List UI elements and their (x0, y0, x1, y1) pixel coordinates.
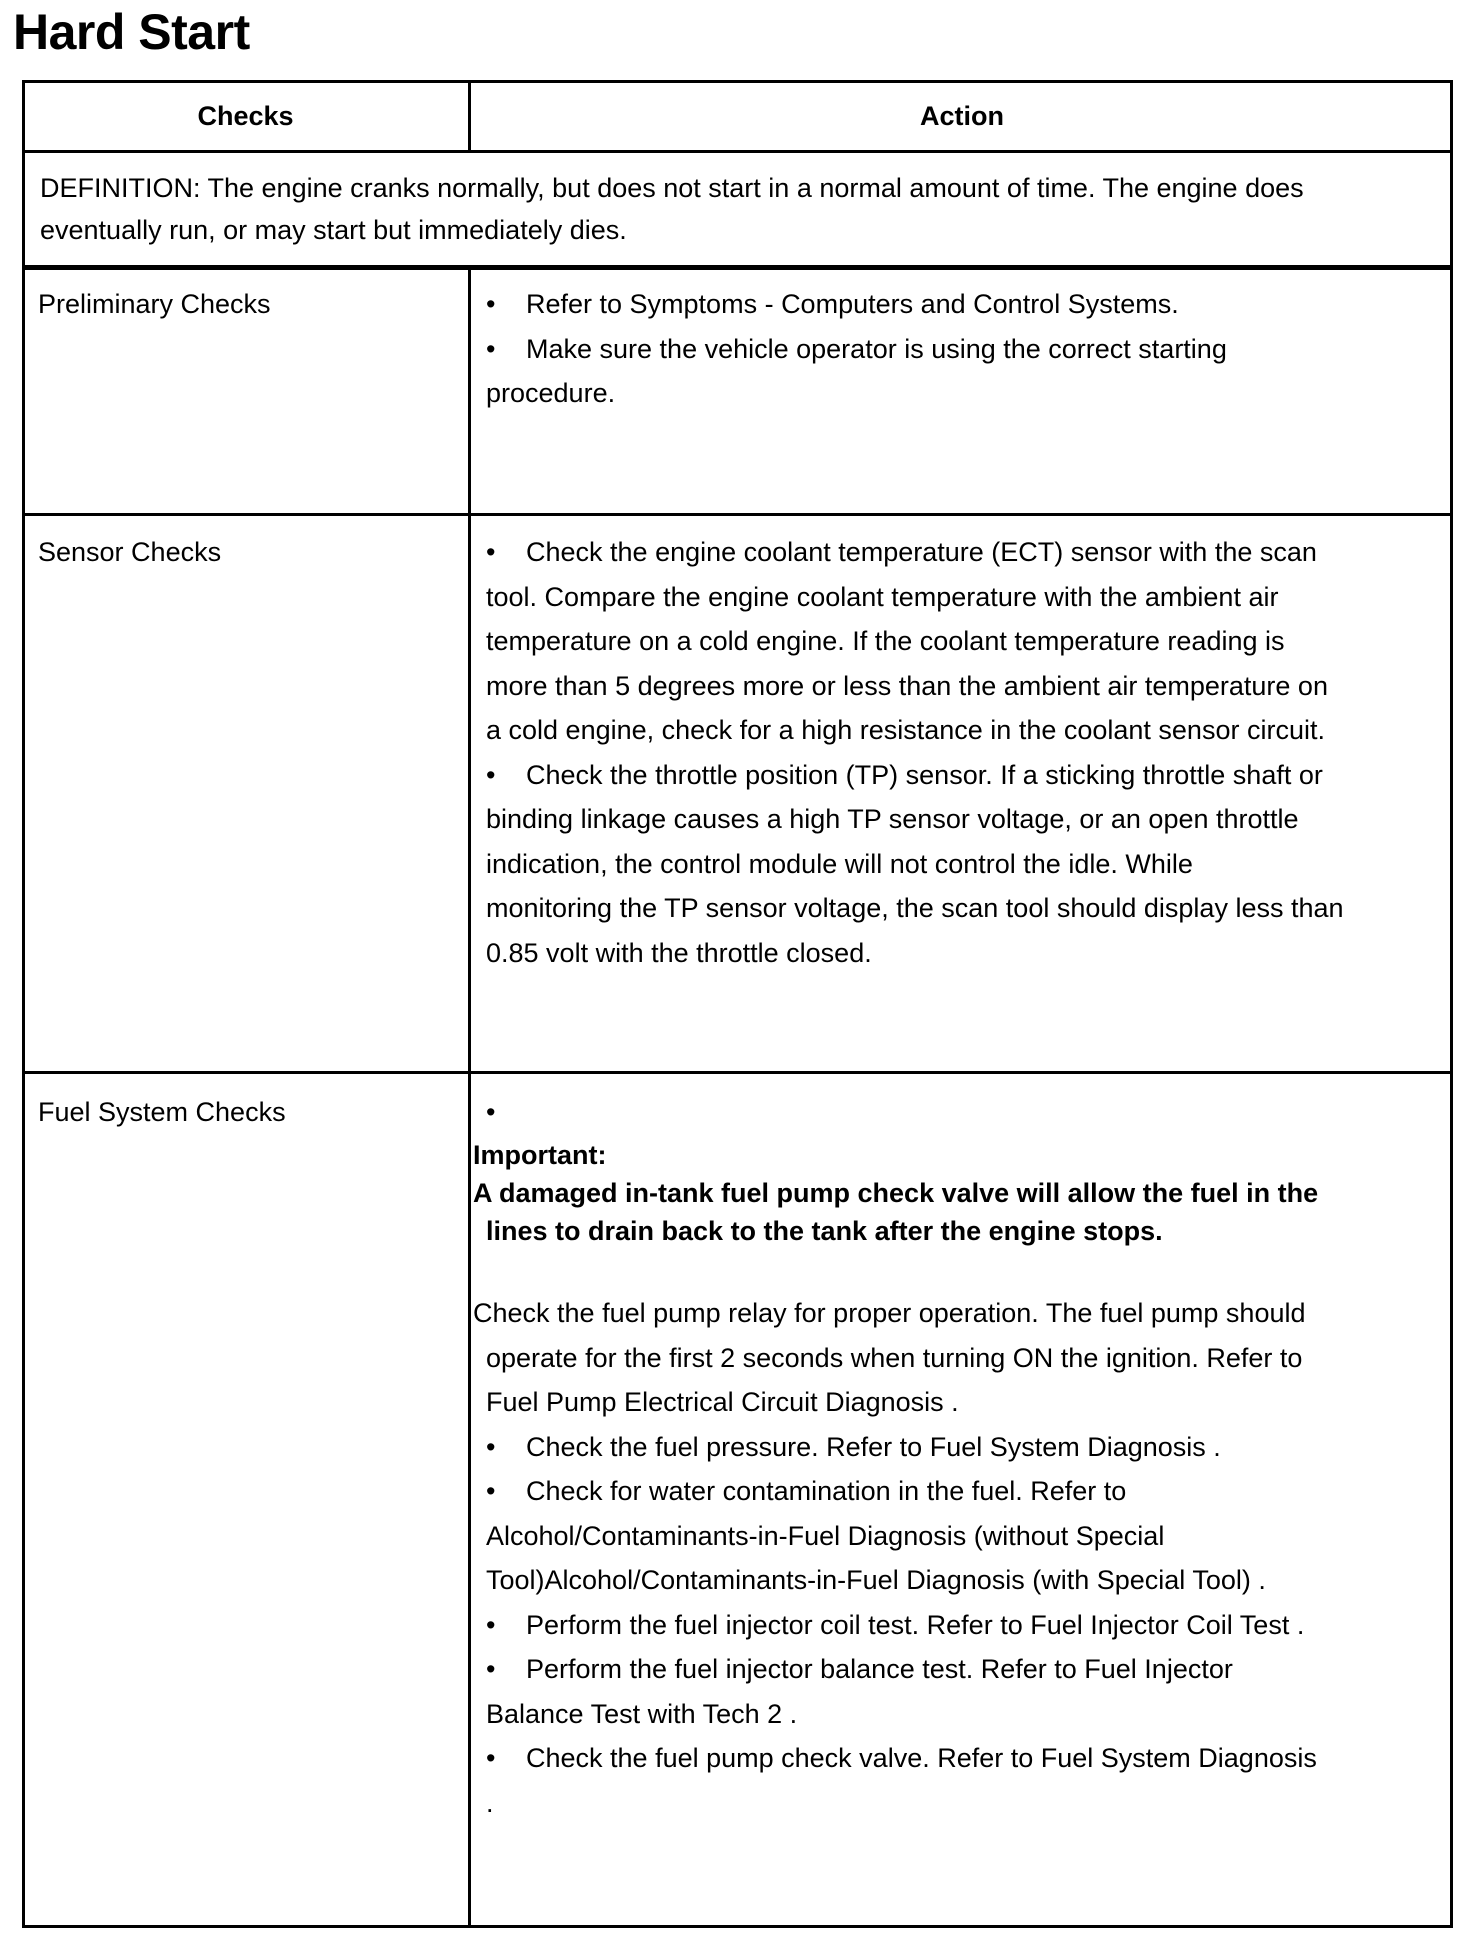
list-item (473, 1603, 1317, 1648)
bullet-icon: • (486, 1097, 496, 1127)
bullet-icon: • (486, 289, 496, 319)
action-line: Check the fuel pump relay for proper operation. The fuel pump should (473, 1298, 1306, 1328)
action-line: Perform the fuel injector coil test. Refer to Fuel Injector Coil Test . (526, 1609, 1305, 1640)
list-item (473, 1469, 1317, 1514)
action-fuel-system (473, 1291, 1317, 1825)
list-item (473, 1425, 1317, 1470)
important-text: A damaged in-tank fuel pump check valve will allow the fuel in the (473, 1178, 1319, 1208)
definition-text (40, 167, 1304, 251)
action-sensor (486, 530, 1344, 975)
action-line: Fuel Pump Electrical Circuit Diagnosis . (486, 1387, 959, 1417)
action-line: Check for water contamination in the fuel. Refer to (526, 1476, 1127, 1506)
page-title: Hard Start (13, 4, 250, 60)
action-line: Alcohol/Contaminants-in-Fuel Diagnosis (without Special (486, 1520, 1165, 1551)
check-label-sensor: Sensor Checks (38, 537, 222, 567)
bullet-icon: • (486, 333, 496, 364)
list-item (473, 1736, 1317, 1781)
action-line: operate for the first 2 seconds when turning ON the ignition. Refer to (486, 1342, 1303, 1373)
action-line: Check the throttle position (TP) sensor. If a sticking throttle shaft or (526, 759, 1323, 790)
bullet-icon: • (486, 1609, 496, 1640)
action-line: Check the fuel pressure. Refer to Fuel System Diagnosis . (526, 1431, 1221, 1462)
action-line: a cold engine, check for a high resistance in the coolant sensor circuit. (486, 715, 1325, 745)
action-line: Check the engine coolant temperature (ECT) sensor with the scan (526, 537, 1317, 567)
definition-divider (22, 265, 1453, 270)
action-line: Make sure the vehicle operator is using the correct starting (526, 333, 1227, 364)
bullet-icon: • (486, 1431, 496, 1462)
bullet-icon: • (486, 1654, 496, 1684)
column-header-checks: Checks (197, 100, 294, 131)
action-line: binding linkage causes a high TP sensor voltage, or an open throttle (486, 804, 1299, 834)
list-item (486, 282, 1227, 327)
action-line: tool. Compare the engine coolant temperature with the ambient air (486, 581, 1279, 612)
important-label: Important: (473, 1140, 607, 1170)
column-header-action: Action (920, 100, 1004, 131)
important-note (473, 1136, 1318, 1250)
row-divider (22, 513, 1453, 516)
important-text: lines to drain back to the tank after the engine stops. (486, 1216, 1163, 1246)
action-line: Refer to Symptoms - Computers and Control Systems. (526, 289, 1179, 319)
action-line: more than 5 degrees more or less than the ambient air temperature on (486, 670, 1328, 701)
list-item (486, 327, 1227, 372)
action-line: Perform the fuel injector balance test. Refer to Fuel Injector (526, 1654, 1233, 1684)
list-item (486, 753, 1344, 798)
action-line: Check the fuel pump check valve. Refer to Fuel System Diagnosis (526, 1743, 1317, 1773)
list-item (473, 1647, 1317, 1692)
check-label-fuel-system: Fuel System Checks (38, 1097, 286, 1127)
definition-line: eventually run, or may start but immediately dies. (40, 215, 627, 245)
check-label-preliminary: Preliminary Checks (38, 289, 271, 319)
definition-line: DEFINITION: The engine cranks normally, but does not start in a normal amount of time. The engine does (40, 173, 1304, 203)
list-item (486, 530, 1344, 575)
action-line: procedure. (486, 378, 616, 408)
action-preliminary (486, 282, 1227, 416)
bullet-icon: • (486, 537, 496, 567)
action-line: Balance Test with Tech 2 . (486, 1698, 798, 1729)
column-divider (468, 268, 471, 1928)
action-line: temperature on a cold engine. If the coolant temperature reading is (486, 626, 1285, 656)
bullet-icon: • (486, 759, 496, 790)
action-line: Tool)Alcohol/Contaminants-in-Fuel Diagnosis (with Special Tool) . (486, 1565, 1266, 1595)
action-line: indication, the control module will not control the idle. While (486, 848, 1193, 879)
row-divider (22, 1071, 1453, 1074)
bullet-icon: • (486, 1743, 496, 1773)
action-line: monitoring the TP sensor voltage, the scan tool should display less than (486, 893, 1344, 923)
action-line: 0.85 volt with the throttle closed. (486, 937, 872, 968)
bullet-icon: • (486, 1476, 496, 1506)
action-line: . (486, 1787, 494, 1818)
